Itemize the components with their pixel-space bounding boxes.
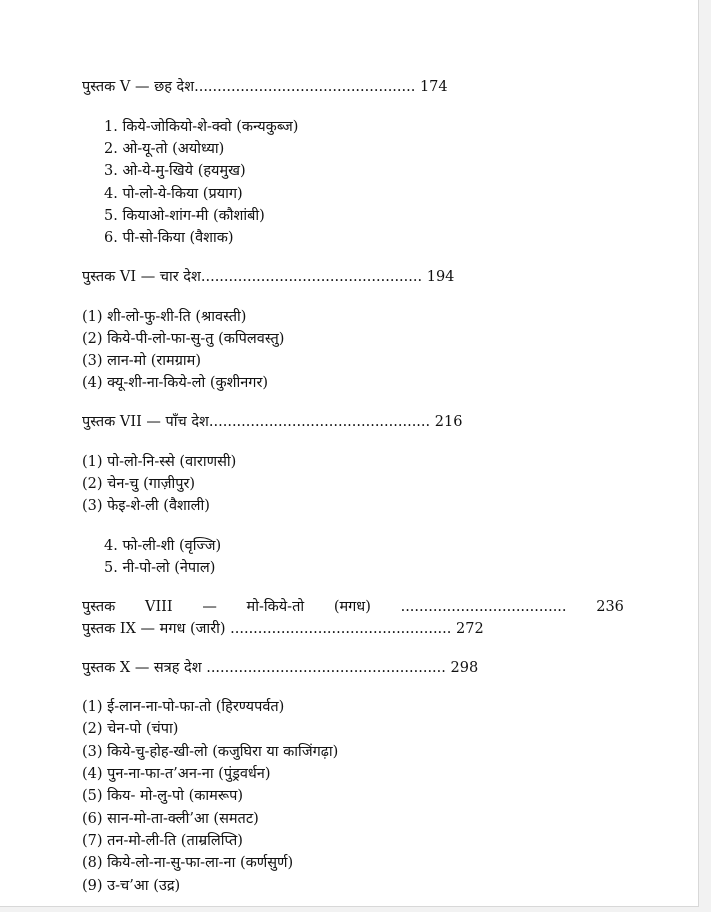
book-vii-heading: पुस्तक VII — पाँच देश................................................ 216 <box>82 414 463 430</box>
list-item: (4) क्यू-शी-ना-किये-लो (कुशीनगर) <box>82 375 269 391</box>
list-item: 4. पो-लो-ये-किया (प्रयाग) <box>104 186 243 202</box>
book-viii-heading <box>82 597 624 617</box>
list-item: (9) उ-च’आ (उद्र) <box>82 878 181 894</box>
list-item: (2) किये-पी-लो-फा-सु-तु (कपिलवस्तु) <box>82 331 285 347</box>
list-item: (1) शी-लो-फु-शी-ति (श्रावस्ती) <box>82 309 247 325</box>
book-viii-dash: — <box>202 599 217 615</box>
book-viii-subtitle: (मगध) <box>333 599 371 615</box>
list-item: 4. फो-ली-शी (वृज्जि) <box>104 538 222 554</box>
book-ix-heading: पुस्तक IX — मगध (जारी) ................................................ 272 <box>82 621 484 637</box>
list-item: (3) किये-चु-होह-खी-लो (कजुघिरा या काजिंगढ़ा) <box>82 744 339 760</box>
book-viii-leader: .................................... <box>400 599 567 615</box>
list-item: (8) किये-लो-ना-सु-फा-ला-ना (कर्णसुर्ण) <box>82 855 294 871</box>
list-item: (3) लान-मो (रामग्राम) <box>82 353 201 369</box>
list-item: 5. नी-पो-लो (नेपाल) <box>104 560 216 576</box>
list-item: (3) फेइ-शे-ली (वैशाली) <box>82 498 210 514</box>
list-item: (2) चेन-चु (गाज़ीपुर) <box>82 476 196 492</box>
list-item: (2) चेन-पो (चंपा) <box>82 721 179 737</box>
list-item: 5. कियाओ-शांग-मी (कौशांबी) <box>104 208 265 224</box>
list-item: (5) किय- मो-लु-पो (कामरूप) <box>82 788 243 804</box>
book-viii-word: पुस्तक <box>82 599 116 615</box>
list-item: 3. ओ-ये-मु-खिये (हयमुख) <box>104 163 246 179</box>
list-item: 1. किये-जोकियो-शे-क्वो (कन्यकुब्ज) <box>104 119 299 135</box>
book-x-heading: पुस्तक X — सत्रह देश .................................................... 298 <box>82 660 479 676</box>
book-v-heading: पुस्तक V — छह देश................................................ 174 <box>82 79 448 95</box>
list-item: (1) पो-लो-नि-स्से (वाराणसी) <box>82 454 237 470</box>
book-viii-page: 236 <box>596 599 624 615</box>
book-viii-title: मो-किये-तो <box>246 599 305 615</box>
book-viii-number: VIII <box>144 599 173 615</box>
list-item: (7) तन-मो-ली-ति (ताम्रलिप्ति) <box>82 833 243 849</box>
list-item: 6. पी-सो-किया (वैशाक) <box>104 230 234 246</box>
book-vi-heading: पुस्तक VI — चार देश................................................ 194 <box>82 269 455 285</box>
list-item: (6) सान-मो-ता-क्ली’आ (समतट) <box>82 811 259 827</box>
list-item: 2. ओ-यू-तो (अयोध्या) <box>104 141 225 157</box>
list-item: (4) पुन-ना-फा-त’अन-ना (पुंड्रवर्धन) <box>82 766 271 782</box>
list-item: (1) ई-लान-ना-पो-फा-तो (हिरण्यपर्वत) <box>82 699 285 715</box>
